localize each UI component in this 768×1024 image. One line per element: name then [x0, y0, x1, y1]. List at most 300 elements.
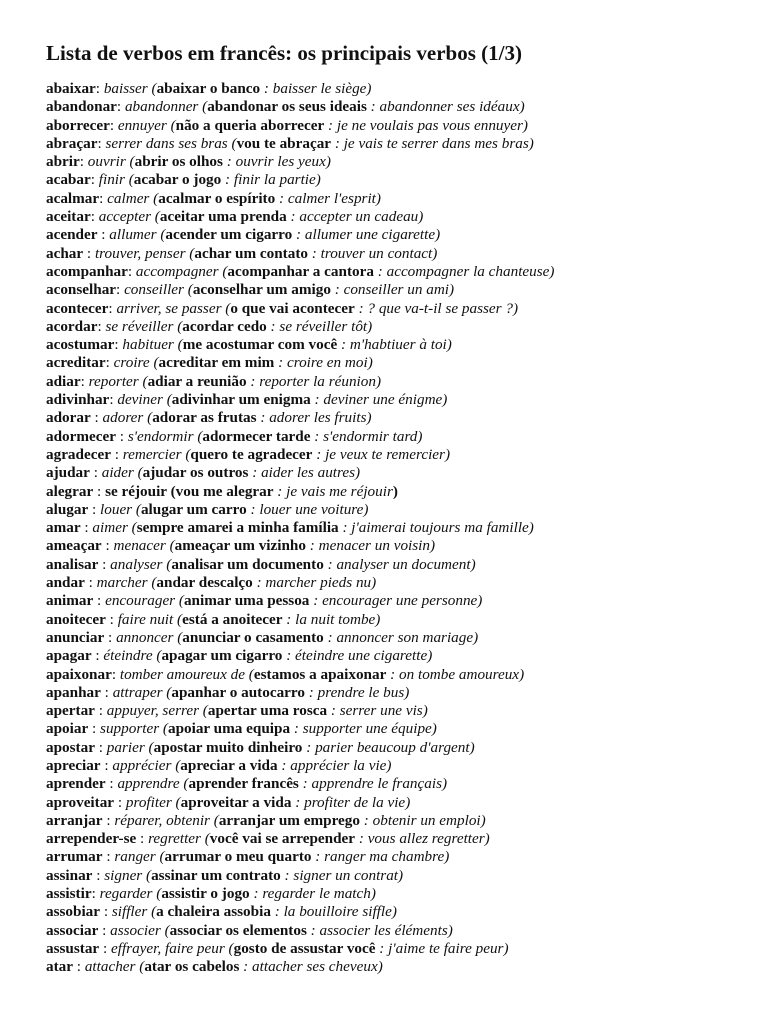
example-fr: menacer un voisin — [318, 537, 430, 555]
verb-entry — [46, 318, 746, 336]
verb-pt: assobiar — [46, 903, 101, 921]
translation-fr: ranger — [114, 848, 156, 866]
separator: : — [90, 409, 103, 427]
example-pt: sempre amarei a minha família — [136, 519, 339, 537]
example-fr: prendre le bus — [317, 683, 405, 701]
verb-entry — [46, 464, 746, 482]
paren-open: ( — [162, 391, 172, 409]
example-sep: : — [270, 903, 284, 921]
example-sep: : — [273, 482, 287, 500]
separator: : — [92, 866, 105, 884]
example-fr: je vais te serrer dans mes bras — [343, 134, 529, 152]
paren-close: ) — [398, 866, 404, 884]
example-sep: : — [256, 409, 270, 427]
example-pt: você vai se arrepender — [209, 830, 356, 848]
example-pt: aceitar uma prenda — [159, 208, 287, 226]
verb-pt: assustar — [46, 939, 100, 957]
example-sep: : — [248, 464, 262, 482]
separator: : — [99, 189, 108, 207]
verb-pt: acompanhar — [46, 262, 128, 280]
example-sep: : — [375, 939, 389, 957]
paren-close: ) — [512, 299, 519, 317]
paren-close: ) — [477, 592, 483, 610]
verb-pt: animar — [46, 592, 94, 610]
verb-entry — [46, 428, 746, 446]
example-pt: vou te abraçar — [236, 134, 332, 152]
separator: : — [94, 702, 107, 720]
translation-fr: habituer — [122, 336, 174, 354]
translation-fr: siffler — [111, 903, 148, 921]
separator: : — [97, 134, 106, 152]
example-sep: : — [366, 98, 380, 116]
paren-open: ( — [221, 299, 231, 317]
paren-open: ( — [166, 116, 176, 134]
paren-close: ) — [549, 262, 555, 280]
example-pt: animar uma pessoa — [183, 592, 310, 610]
verb-entry — [46, 940, 746, 958]
example-sep: : — [354, 299, 368, 317]
verb-entry — [46, 98, 746, 116]
verb-entry — [46, 80, 746, 98]
paren-open: ( — [245, 665, 254, 683]
paren-close: ) — [418, 208, 424, 226]
verb-pt: apreciar — [46, 756, 101, 774]
example-pt: ajudar os outros — [142, 464, 249, 482]
example-fr: je vais me réjouir — [286, 482, 393, 500]
example-pt: adivinhar um enigma — [171, 391, 311, 409]
translation-fr: serrer dans ses bras — [105, 134, 228, 152]
translation-fr: analyser — [110, 555, 163, 573]
verb-pt: acalmar — [46, 189, 100, 207]
paren-open: ( — [143, 409, 153, 427]
verb-pt: anunciar — [46, 628, 105, 646]
paren-close: ) — [367, 317, 373, 335]
paren-close: ) — [442, 775, 448, 793]
verb-entry — [46, 171, 746, 189]
verb-pt: adivinhar — [46, 391, 110, 409]
verb-pt: abandonar — [46, 98, 117, 116]
example-sep: : — [305, 537, 319, 555]
separator: : — [100, 683, 113, 701]
verb-pt: apagar — [46, 647, 92, 665]
example-fr: adorer les fruits — [269, 409, 367, 427]
verb-entry — [46, 794, 746, 812]
translation-fr: réparer, obtenir — [114, 811, 210, 829]
example-sep: : — [291, 793, 305, 811]
verb-pt: abrir — [46, 153, 80, 171]
translation-fr: effrayer, faire peur — [111, 939, 225, 957]
verb-entry — [46, 300, 746, 318]
separator: : — [105, 610, 118, 628]
example-sep: : — [282, 610, 296, 628]
example-pt: estamos a apaixonar — [253, 665, 387, 683]
paren-open: ( — [198, 98, 208, 116]
separator: : — [97, 317, 106, 335]
example-sep: : — [323, 555, 337, 573]
translation-fr: accepter — [98, 208, 151, 226]
translation-fr: parier — [106, 738, 145, 756]
example-pt: apreciar a vida — [180, 756, 278, 774]
verb-entry — [46, 574, 746, 592]
verb-pt: assistir — [46, 885, 92, 903]
verb-pt: agradecer — [46, 445, 111, 463]
verb-entry — [46, 135, 746, 153]
example-fr: louer une voiture — [259, 500, 364, 518]
example-fr: profiter de la vie — [304, 793, 406, 811]
verb-pt: apanhar — [46, 683, 101, 701]
separator: : — [101, 537, 114, 555]
translation-fr: annoncer — [116, 628, 174, 646]
verb-entry — [46, 848, 746, 866]
paren-close: ) — [375, 189, 381, 207]
example-pt: alugar um carro — [140, 500, 247, 518]
example-pt: não a queria aborrecer — [175, 116, 325, 134]
verb-entry — [46, 208, 746, 226]
example-pt: a chaleira assobia — [156, 903, 271, 921]
paren-open: ( — [149, 189, 159, 207]
paren-close: ) — [325, 153, 331, 171]
translation-fr: arriver, se passer — [116, 299, 222, 317]
verb-pt: andar — [46, 574, 85, 592]
example-fr: on tombe amoureux — [398, 665, 520, 683]
translation-fr: encourager — [105, 592, 176, 610]
translation-fr: ouvrir — [87, 153, 126, 171]
verb-entry — [46, 153, 746, 171]
example-fr: accepter un cadeau — [299, 208, 419, 226]
verb-entry — [46, 245, 746, 263]
separator: : — [97, 226, 110, 244]
example-sep: : — [298, 775, 312, 793]
translation-fr: remercier — [122, 445, 182, 463]
paren-open: ( — [224, 939, 234, 957]
translation-fr: supporter — [100, 720, 160, 738]
paren-close: ) — [366, 80, 372, 97]
example-fr: croire en moi — [287, 354, 368, 372]
paren-close: ) — [431, 720, 437, 738]
example-sep: : — [355, 830, 368, 848]
example-fr: associer les éléments — [319, 921, 448, 939]
paren-open: ( — [171, 756, 181, 774]
verb-pt: apertar — [46, 702, 95, 720]
verb-pt: assinar — [46, 866, 93, 884]
example-sep: : — [249, 885, 263, 903]
example-sep: : — [310, 391, 324, 409]
verb-entry — [46, 958, 746, 976]
verb-pt: associar — [46, 921, 99, 939]
example-fr: j'aimerai toujours ma famille — [351, 519, 529, 537]
example-sep: : — [386, 665, 399, 683]
verb-pt: acreditar — [46, 354, 106, 372]
paren-close: ) — [427, 647, 433, 665]
example-fr: parier beaucoup d'argent — [315, 738, 470, 756]
separator: : — [100, 903, 112, 921]
example-pt: analisar um documento — [171, 555, 324, 573]
separator: : — [102, 848, 115, 866]
verb-pt: arrepender-se — [46, 830, 137, 848]
separator: : — [83, 244, 95, 262]
verb-entry — [46, 647, 746, 665]
verb-pt: aprender — [46, 775, 106, 793]
verb-pt: anoitecer — [46, 610, 106, 628]
paren-open: ( — [209, 811, 219, 829]
verb-entry — [46, 281, 746, 299]
paren-open: ( — [171, 793, 181, 811]
verb-entry — [46, 757, 746, 775]
example-fr: attacher ses cheveux — [252, 958, 378, 976]
example-pt: apanhar o autocarro — [171, 683, 305, 701]
example-fr: abandonner ses idéaux — [379, 98, 520, 116]
example-fr: accompagner la chanteuse — [386, 262, 550, 280]
paren-close: ) — [405, 793, 411, 811]
verb-entry — [46, 409, 746, 427]
separator: : — [116, 427, 128, 445]
separator: : — [89, 464, 102, 482]
paren-open: ( — [156, 226, 166, 244]
paren-close: ) — [367, 354, 373, 372]
separator: : — [127, 262, 136, 280]
paren-open: ( — [138, 372, 148, 390]
example-pt: acompanhar a cantora — [227, 262, 374, 280]
example-pt: adiar a reunião — [147, 372, 247, 390]
verb-pt: alugar — [46, 500, 89, 518]
example-pt: acreditar em mim — [158, 354, 275, 372]
separator: : — [98, 555, 111, 573]
verb-entry — [46, 446, 746, 464]
example-pt: acabar o jogo — [133, 171, 222, 189]
example-pt: arranjar um emprego — [218, 811, 360, 829]
verb-entry — [46, 922, 746, 940]
paren-open: ( — [160, 921, 170, 939]
paren-close: ) — [446, 336, 452, 354]
paren-open: ( — [125, 153, 135, 171]
example-fr: deviner une énigme — [323, 391, 443, 409]
example-pt: acender um cigarro — [165, 226, 293, 244]
example-pt: está a anoitecer — [182, 610, 283, 628]
verb-pt: aceitar — [46, 208, 91, 226]
example-sep: : — [239, 958, 253, 976]
paren-open: ( — [135, 958, 145, 976]
verb-entry — [46, 684, 746, 702]
verb-entry — [46, 391, 746, 409]
translation-fr: ennuyer — [117, 116, 167, 134]
verb-entry — [46, 336, 746, 354]
example-sep: : — [360, 811, 373, 829]
translation-fr: deviner — [117, 391, 163, 409]
verb-list — [46, 80, 746, 977]
paren-open: ( — [166, 482, 176, 500]
translation-fr: louer — [100, 500, 133, 518]
example-fr: encourager une personne — [322, 592, 478, 610]
paren-close: ) — [417, 427, 423, 445]
example-fr: analyser un document — [336, 555, 471, 573]
paren-close: ) — [522, 116, 528, 134]
translation-fr: baisser — [103, 80, 148, 97]
paren-open: ( — [199, 702, 208, 720]
verb-pt: aborrecer — [46, 116, 110, 134]
paren-open: ( — [162, 555, 172, 573]
verb-entry — [46, 830, 746, 848]
document-page — [46, 40, 746, 977]
example-pt: apostar muito dinheiro — [153, 738, 303, 756]
paren-open: ( — [193, 427, 203, 445]
paren-close: ) — [430, 537, 436, 555]
example-fr: trouver un contact — [320, 244, 433, 262]
paren-open: ( — [200, 830, 210, 848]
example-fr: s'endormir tard — [323, 427, 418, 445]
paren-open: ( — [159, 720, 168, 738]
translation-fr: finir — [98, 171, 125, 189]
example-sep: : — [221, 171, 234, 189]
example-pt: aconselhar um amigo — [192, 281, 331, 299]
example-sep: : — [280, 866, 294, 884]
verb-pt: acontecer — [46, 299, 109, 317]
separator: : — [110, 445, 123, 463]
example-sep: : — [337, 336, 350, 354]
paren-close: ) — [371, 574, 377, 592]
paren-close: ) — [528, 519, 534, 537]
paren-open: ( — [147, 903, 157, 921]
verb-pt: apaixonar — [46, 665, 112, 683]
paren-open: ( — [179, 775, 189, 793]
translation-fr: s'endormir — [127, 427, 194, 445]
example-fr: ? que va-t-il se passer ? — [367, 299, 513, 317]
paren-open: ( — [152, 647, 162, 665]
verb-entry — [46, 720, 746, 738]
example-fr: baisser le siège — [272, 80, 367, 97]
paren-close: ) — [469, 738, 475, 756]
paren-close: ) — [377, 958, 383, 976]
verb-pt: achar — [46, 244, 84, 262]
paren-close: ) — [392, 482, 398, 500]
translation-fr: allumer — [109, 226, 157, 244]
paren-open: ( — [147, 80, 157, 97]
paren-open: ( — [127, 519, 137, 537]
separator: : — [116, 281, 125, 299]
verb-pt: apoiar — [46, 720, 89, 738]
example-pt: me acostumar com você — [182, 336, 338, 354]
paren-close: ) — [370, 885, 376, 903]
separator: : — [79, 153, 88, 171]
verb-pt: aproveitar — [46, 793, 115, 811]
example-pt: apagar um cigarro — [161, 647, 283, 665]
separator: : — [90, 208, 99, 226]
example-sep: : — [331, 134, 344, 152]
example-sep: : — [246, 372, 260, 390]
paren-close: ) — [444, 445, 451, 463]
example-sep: : — [307, 244, 321, 262]
translation-fr: adorer — [102, 409, 144, 427]
paren-open: ( — [147, 574, 157, 592]
example-fr: ranger ma chambre — [324, 848, 445, 866]
translation-fr: apprendre — [117, 775, 180, 793]
paren-close: ) — [444, 848, 450, 866]
example-pt: achar um contato — [194, 244, 308, 262]
paren-close: ) — [449, 281, 455, 299]
verb-entry — [46, 263, 746, 281]
verb-pt: abaixar — [46, 80, 96, 97]
example-pt: apertar uma rosca — [207, 702, 328, 720]
example-pt: adormecer tarde — [202, 427, 311, 445]
paren-open: ( — [132, 500, 141, 518]
example-pt: ameaçar um vizinho — [174, 537, 306, 555]
separator: : — [136, 830, 149, 848]
translation-fr: tomber amoureux de — [119, 665, 245, 683]
example-fr: apprécier la vie — [290, 756, 387, 774]
paren-open: ( — [162, 683, 172, 701]
page-title: Lista de verbos em francês: os principais verbos (1/3) — [46, 41, 522, 65]
example-sep: : — [373, 262, 387, 280]
paren-close: ) — [473, 628, 479, 646]
example-fr: allumer une cigarette — [304, 226, 436, 244]
example-pt: adorar as frutas — [152, 409, 257, 427]
translation-fr: aider — [101, 464, 134, 482]
example-sep: : — [304, 683, 318, 701]
verb-pt: aconselhar — [46, 281, 117, 299]
example-pt: acordar cedo — [182, 317, 267, 335]
paren-open: ( — [152, 885, 162, 903]
translation-fr: calmer — [107, 189, 150, 207]
verb-pt: alegrar — [46, 482, 94, 500]
paren-close: ) — [355, 464, 361, 482]
example-sep: : — [260, 80, 273, 97]
paren-open: ( — [142, 866, 152, 884]
verb-pt: acender — [46, 226, 98, 244]
paren-open: ( — [173, 610, 183, 628]
verb-entry — [46, 226, 746, 244]
verb-entry — [46, 739, 746, 757]
example-fr: supporter une équipe — [302, 720, 432, 738]
paren-open: ( — [151, 208, 160, 226]
translation-fr: faire nuit — [117, 610, 174, 628]
verb-entry — [46, 373, 746, 391]
verb-pt: amar — [46, 519, 81, 537]
paren-close: ) — [386, 756, 392, 774]
verb-entry — [46, 556, 746, 574]
example-sep: : — [338, 519, 352, 537]
example-pt: gosto de assustar você — [233, 939, 376, 957]
separator: : — [90, 171, 99, 189]
example-sep: : — [292, 226, 305, 244]
example-pt: aprender francês — [188, 775, 299, 793]
separator: : — [109, 391, 118, 409]
paren-close: ) — [484, 830, 490, 848]
example-pt: apoiar uma equipa — [167, 720, 291, 738]
example-fr: se réveiller tôt — [279, 317, 368, 335]
paren-close: ) — [375, 610, 381, 628]
verb-entry — [46, 519, 746, 537]
example-pt: abandonar os seus ideais — [207, 98, 367, 116]
separator: : — [105, 354, 114, 372]
paren-open: ( — [173, 336, 183, 354]
verb-pt: arranjar — [46, 811, 103, 829]
verb-entry — [46, 867, 746, 885]
example-sep: : — [274, 354, 287, 372]
example-sep: : — [277, 756, 291, 774]
example-fr: j'aime te faire peur — [388, 939, 504, 957]
translation-fr: abandonner — [124, 98, 199, 116]
example-fr: la nuit tombe — [295, 610, 376, 628]
example-sep: : — [310, 427, 324, 445]
paren-close: ) — [519, 665, 525, 683]
translation-fr: menacer — [113, 537, 166, 555]
paren-close: ) — [503, 939, 509, 957]
example-sep: : — [327, 702, 340, 720]
example-sep: : — [282, 647, 296, 665]
translation-fr: aimer — [92, 519, 128, 537]
example-fr: obtenir un emploi — [372, 811, 481, 829]
example-pt: arrumar o meu quarto — [164, 848, 312, 866]
example-sep: : — [309, 592, 323, 610]
